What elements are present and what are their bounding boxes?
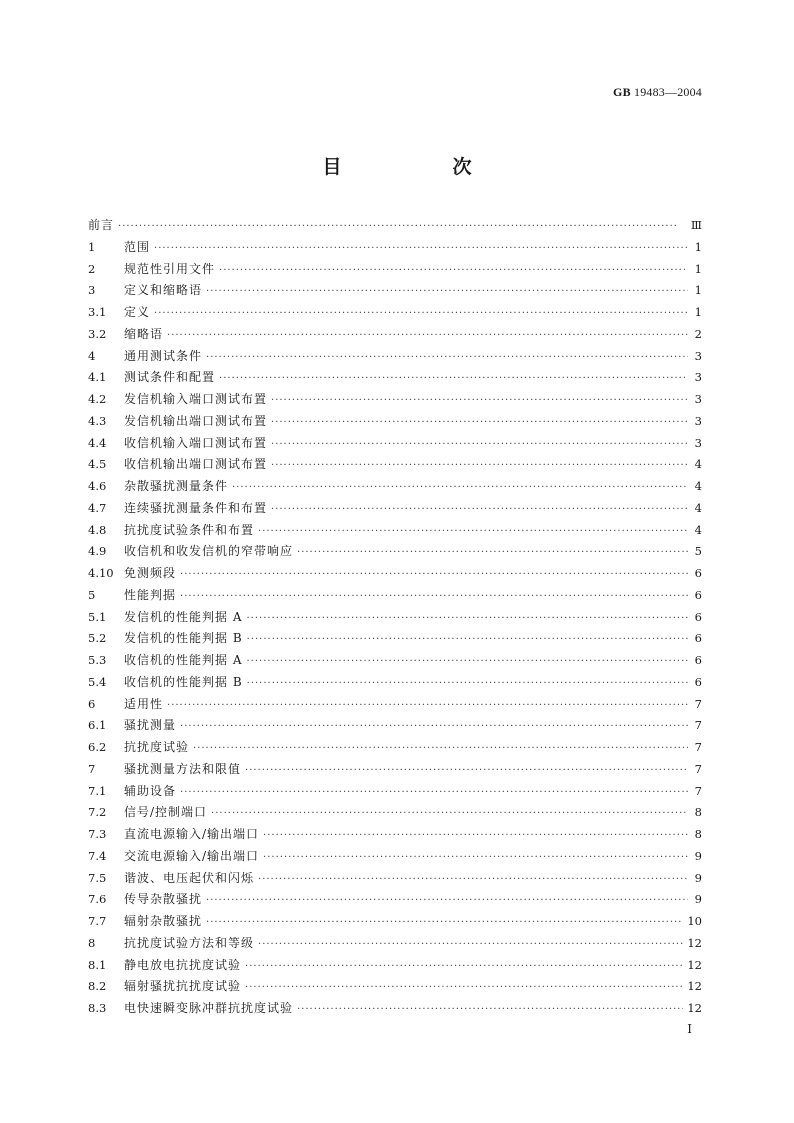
toc-entry[interactable] bbox=[88, 563, 702, 585]
toc-entry[interactable] bbox=[88, 237, 702, 259]
toc-entry-page: 3 bbox=[694, 392, 702, 406]
toc-entry[interactable] bbox=[88, 454, 702, 476]
toc-entry[interactable] bbox=[88, 933, 702, 955]
toc-entry-page: 3 bbox=[694, 370, 702, 385]
toc-entry[interactable] bbox=[88, 324, 702, 346]
toc-entry-label: 杂散骚扰测量条件 bbox=[124, 479, 229, 493]
toc-dot-leader bbox=[297, 542, 688, 564]
toc-entry-number: 4.5 bbox=[88, 457, 107, 472]
toc-entry-label: 发信机输入端口测试布置 bbox=[124, 392, 268, 406]
toc-dot-leader bbox=[258, 934, 683, 956]
toc-entry-number: 4.10 bbox=[88, 566, 114, 580]
toc-entry-number: 7.5 bbox=[88, 870, 107, 885]
toc-dot-leader bbox=[263, 825, 688, 847]
toc-entry-number: 4.1 bbox=[88, 370, 107, 385]
toc-entry-number: 7.7 bbox=[88, 914, 107, 928]
toc-dot-leader bbox=[258, 869, 688, 891]
toc-entry-page: 7 bbox=[694, 761, 702, 776]
toc-entry[interactable] bbox=[88, 585, 702, 607]
toc-entry-page: 12 bbox=[687, 957, 702, 972]
toc-entry-page: 12 bbox=[687, 979, 702, 994]
toc-dot-leader bbox=[271, 499, 688, 521]
toc-entry[interactable] bbox=[88, 520, 702, 542]
toc-entry-label: 谐波、电压起伏和闪烁 bbox=[124, 870, 255, 885]
toc-entry-label: 收信机输入端口测试布置 bbox=[124, 435, 268, 450]
toc-entry-label: 静电放电抗扰度试验 bbox=[124, 957, 242, 972]
toc-entry-number: 3 bbox=[88, 283, 96, 298]
toc-entry-number: 7.4 bbox=[88, 848, 107, 863]
toc-entry-label: 通用测试条件 bbox=[124, 348, 203, 363]
toc-entry-page: 9 bbox=[694, 892, 702, 907]
toc-entry-page: 3 bbox=[694, 435, 702, 450]
toc-entry-label: 收信机和收发信机的窄带响应 bbox=[124, 544, 294, 559]
toc-entry-label: 收信机的性能判据 A bbox=[124, 653, 243, 667]
toc-entry-label: 发信机的性能判据 B bbox=[124, 631, 243, 646]
toc-entry-page: 4 bbox=[694, 522, 702, 537]
toc-entry-page: 8 bbox=[694, 827, 702, 841]
toc-entry-number: 4.4 bbox=[88, 435, 107, 450]
toc-entry[interactable] bbox=[88, 650, 702, 672]
toc-entry-number: 7.2 bbox=[88, 805, 107, 820]
toc-entry-page: 6 bbox=[694, 587, 702, 602]
toc-entry-page: 8 bbox=[694, 805, 702, 820]
toc-entry-label: 发信机的性能判据 A bbox=[124, 609, 243, 624]
toc-entry-page: 6 bbox=[694, 566, 702, 580]
toc-entry[interactable] bbox=[88, 628, 702, 650]
table-of-contents bbox=[88, 215, 702, 1020]
toc-dot-leader bbox=[246, 608, 688, 630]
toc-entry-label: 电快速瞬变脉冲群抗扰度试验 bbox=[124, 1001, 294, 1015]
toc-entry-number: 4 bbox=[88, 348, 96, 363]
toc-dot-leader bbox=[247, 629, 688, 651]
toc-entry-label: 交流电源输入/输出端口 bbox=[124, 848, 260, 863]
toc-entry-page: 4 bbox=[694, 457, 702, 472]
toc-entry-number: 7.6 bbox=[88, 892, 107, 907]
toc-dot-leader bbox=[180, 716, 688, 738]
toc-dot-leader bbox=[180, 782, 688, 804]
toc-entry-number: 7.1 bbox=[88, 783, 107, 798]
toc-entry-number: 5.3 bbox=[88, 653, 107, 667]
toc-dot-leader bbox=[180, 586, 688, 608]
toc-entry-label: 辐射骚扰抗扰度试验 bbox=[124, 979, 242, 994]
toc-entry[interactable] bbox=[88, 411, 702, 433]
toc-entry-number: 6 bbox=[88, 696, 96, 711]
page-title: 目 次 bbox=[322, 156, 518, 178]
toc-entry[interactable] bbox=[88, 911, 702, 933]
toc-entry-label: 抗扰度试验 bbox=[124, 740, 190, 754]
toc-entry-label: 测试条件和配置 bbox=[124, 370, 216, 385]
toc-entry[interactable] bbox=[88, 889, 702, 911]
toc-entry-label: 定义 bbox=[124, 305, 151, 319]
toc-entry[interactable] bbox=[88, 694, 702, 716]
toc-entry-label: 骚扰测量 bbox=[124, 718, 177, 733]
toc-entry-number: 6.2 bbox=[88, 740, 107, 754]
toc-entry-number: 8.3 bbox=[88, 1001, 107, 1015]
toc-entry-label: 抗扰度试验条件和布置 bbox=[124, 522, 255, 537]
toc-entry[interactable] bbox=[88, 389, 702, 411]
standard-number: 19483—2004 bbox=[634, 85, 702, 99]
toc-dot-leader bbox=[206, 347, 688, 369]
toc-entry[interactable] bbox=[88, 715, 702, 737]
toc-entry-page: 7 bbox=[694, 696, 702, 711]
toc-entry-label: 前言 bbox=[88, 218, 115, 232]
toc-entry-page: 4 bbox=[694, 479, 702, 493]
toc-entry[interactable] bbox=[88, 476, 702, 498]
standard-prefix: GB bbox=[613, 85, 631, 99]
toc-entry-label: 性能判据 bbox=[124, 587, 177, 602]
toc-entry-label: 定义和缩略语 bbox=[124, 283, 203, 298]
toc-dot-leader bbox=[206, 890, 688, 912]
toc-entry-number: 5.2 bbox=[88, 631, 107, 646]
toc-entry-number: 3.1 bbox=[88, 305, 107, 319]
toc-entry[interactable] bbox=[88, 367, 702, 389]
toc-dot-leader bbox=[206, 281, 688, 303]
standard-code bbox=[613, 85, 702, 100]
toc-dot-leader bbox=[246, 651, 688, 673]
toc-entry[interactable] bbox=[88, 824, 702, 846]
toc-entry[interactable] bbox=[88, 498, 702, 520]
toc-dot-leader bbox=[206, 912, 683, 934]
toc-entry-label: 收信机输出端口测试布置 bbox=[124, 457, 268, 472]
toc-dot-leader bbox=[245, 760, 688, 782]
toc-dot-leader bbox=[297, 999, 683, 1021]
toc-entry-page: 3 bbox=[694, 348, 702, 363]
toc-dot-leader bbox=[271, 412, 688, 434]
toc-entry[interactable] bbox=[88, 346, 702, 368]
toc-entry-label: 发信机输出端口测试布置 bbox=[124, 413, 268, 428]
toc-entry-page: 3 bbox=[694, 413, 702, 428]
toc-entry[interactable] bbox=[88, 607, 702, 629]
toc-entry-number: 5.4 bbox=[88, 674, 107, 689]
toc-entry-number: 4.3 bbox=[88, 413, 107, 428]
toc-dot-leader bbox=[271, 455, 688, 477]
toc-entry-number: 4.7 bbox=[88, 500, 107, 515]
toc-entry-page: 9 bbox=[694, 848, 702, 863]
toc-entry[interactable] bbox=[88, 998, 702, 1020]
toc-entry-number: 4.8 bbox=[88, 522, 107, 537]
toc-entry-page: 4 bbox=[694, 500, 702, 515]
toc-dot-leader bbox=[263, 847, 688, 869]
toc-entry-label: 辅助设备 bbox=[124, 783, 177, 798]
toc-entry-label: 适用性 bbox=[124, 696, 164, 711]
toc-dot-leader bbox=[219, 368, 688, 390]
toc-entry[interactable] bbox=[88, 759, 702, 781]
toc-entry-label: 缩略语 bbox=[124, 326, 164, 341]
toc-entry-label: 辐射杂散骚扰 bbox=[124, 914, 203, 928]
toc-entry-page: 7 bbox=[694, 783, 702, 798]
toc-entry-number: 1 bbox=[88, 239, 96, 254]
toc-entry[interactable] bbox=[88, 433, 702, 455]
toc-entry[interactable] bbox=[88, 541, 702, 563]
toc-entry-page: 1 bbox=[694, 261, 702, 276]
toc-entry-number: 8 bbox=[88, 935, 96, 950]
toc-entry-number: 8.1 bbox=[88, 957, 107, 972]
toc-entry-label: 连续骚扰测量条件和布置 bbox=[124, 500, 268, 515]
toc-entry-page: 6 bbox=[694, 609, 702, 624]
toc-entry-page: 1 bbox=[694, 305, 702, 319]
toc-entry-number: 6.1 bbox=[88, 718, 107, 733]
toc-entry-label: 信号/控制端口 bbox=[124, 805, 208, 820]
toc-dot-leader bbox=[154, 238, 688, 260]
toc-dot-leader bbox=[271, 434, 688, 456]
toc-entry-page: 2 bbox=[694, 326, 702, 341]
toc-dot-leader bbox=[118, 216, 687, 238]
toc-entry-label: 收信机的性能判据 B bbox=[124, 674, 243, 689]
toc-dot-leader bbox=[232, 477, 688, 499]
toc-entry-number: 2 bbox=[88, 261, 96, 276]
toc-entry-page: 7 bbox=[694, 718, 702, 733]
page-number: I bbox=[687, 1022, 692, 1036]
toc-dot-leader bbox=[271, 390, 688, 412]
toc-entry-number: 4.6 bbox=[88, 479, 107, 493]
toc-entry-page: 5 bbox=[694, 544, 702, 559]
toc-entry-page: 10 bbox=[687, 914, 702, 928]
toc-entry-page: 6 bbox=[694, 631, 702, 646]
toc-entry-page: 12 bbox=[687, 935, 702, 950]
toc-entry-label: 抗扰度试验方法和等级 bbox=[124, 935, 255, 950]
toc-entry-number: 7 bbox=[88, 761, 96, 776]
toc-entry-label: 骚扰测量方法和限值 bbox=[124, 761, 242, 776]
toc-entry-page: Ⅲ bbox=[690, 218, 702, 232]
toc-dot-leader bbox=[219, 260, 688, 282]
toc-entry[interactable] bbox=[88, 737, 702, 759]
toc-entry-label: 传导杂散骚扰 bbox=[124, 892, 203, 907]
toc-entry-label: 免测频段 bbox=[124, 566, 177, 580]
toc-entry-label: 规范性引用文件 bbox=[124, 261, 216, 276]
toc-entry-page: 1 bbox=[694, 283, 702, 298]
toc-entry-page: 6 bbox=[694, 653, 702, 667]
toc-dot-leader bbox=[245, 956, 683, 978]
toc-entry[interactable] bbox=[88, 955, 702, 977]
toc-dot-leader bbox=[167, 325, 688, 347]
toc-dot-leader bbox=[211, 803, 688, 825]
toc-entry-page: 6 bbox=[694, 674, 702, 689]
toc-entry[interactable] bbox=[88, 781, 702, 803]
toc-dot-leader bbox=[193, 738, 688, 760]
toc-entry[interactable] bbox=[88, 846, 702, 868]
toc-entry[interactable] bbox=[88, 802, 702, 824]
toc-entry[interactable] bbox=[88, 259, 702, 281]
toc-entry[interactable] bbox=[88, 280, 702, 302]
toc-dot-leader bbox=[167, 695, 688, 717]
toc-entry-number: 5.1 bbox=[88, 609, 107, 624]
toc-entry-number: 7.3 bbox=[88, 827, 107, 841]
toc-dot-leader bbox=[245, 977, 683, 999]
toc-entry-number: 4.9 bbox=[88, 544, 107, 559]
toc-entry-page: 7 bbox=[694, 740, 702, 754]
toc-entry[interactable] bbox=[88, 672, 702, 694]
toc-entry[interactable] bbox=[88, 215, 702, 237]
toc-dot-leader bbox=[154, 303, 688, 325]
toc-dot-leader bbox=[180, 564, 688, 586]
toc-entry-page: 9 bbox=[694, 870, 702, 885]
toc-entry[interactable] bbox=[88, 302, 702, 324]
toc-entry-page: 1 bbox=[694, 239, 702, 254]
toc-entry-label: 直流电源输入/输出端口 bbox=[124, 827, 260, 841]
toc-entry-page: 12 bbox=[687, 1001, 702, 1015]
toc-entry[interactable] bbox=[88, 868, 702, 890]
toc-dot-leader bbox=[258, 521, 688, 543]
toc-entry[interactable] bbox=[88, 976, 702, 998]
toc-entry-number: 8.2 bbox=[88, 979, 107, 994]
toc-dot-leader bbox=[247, 673, 688, 695]
toc-entry-number: 4.2 bbox=[88, 392, 107, 406]
toc-entry-label: 范围 bbox=[124, 239, 151, 254]
toc-entry-number: 3.2 bbox=[88, 326, 107, 341]
toc-entry-number: 5 bbox=[88, 587, 96, 602]
